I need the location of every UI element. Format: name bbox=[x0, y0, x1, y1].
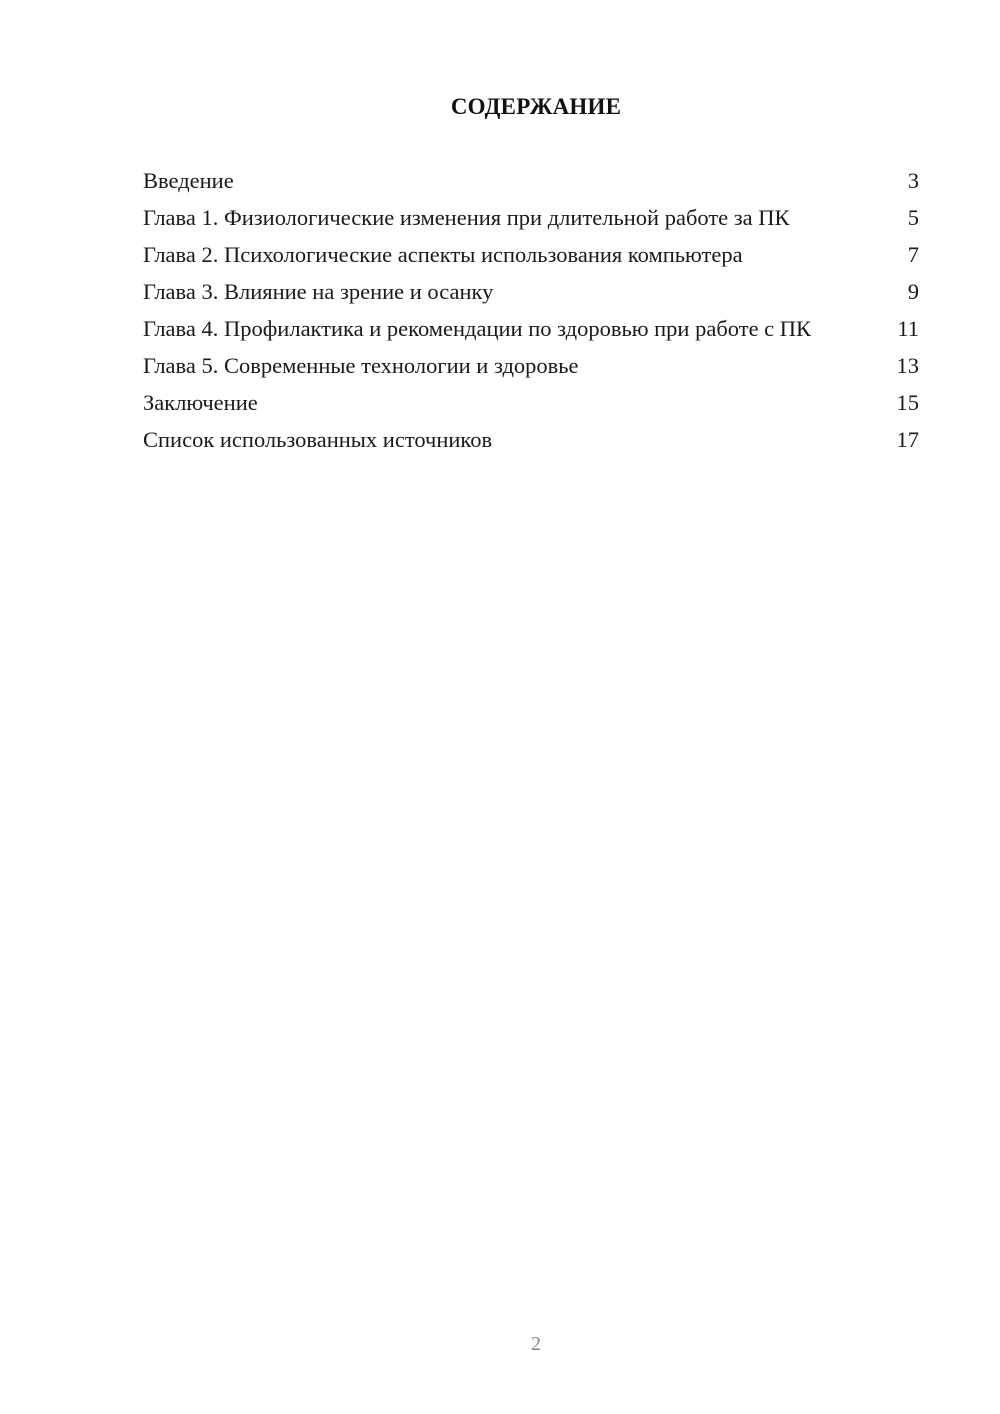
toc-entry-chapter-5[interactable] bbox=[143, 353, 919, 379]
toc-entry-chapter-3[interactable] bbox=[143, 279, 919, 305]
toc-entry-chapter-2[interactable] bbox=[143, 242, 919, 268]
toc-entry-introduction[interactable] bbox=[143, 168, 919, 194]
toc-entry-page: 7 bbox=[907, 242, 919, 267]
toc-entry-chapter-1[interactable] bbox=[143, 205, 919, 231]
toc-entry-title: Глава 2. Психологические аспекты использования компьютера bbox=[143, 242, 743, 267]
page-number: 2 bbox=[531, 1333, 541, 1355]
toc-entry-page: 13 bbox=[896, 353, 919, 378]
toc-entry-page: 3 bbox=[907, 168, 919, 193]
table-of-contents bbox=[143, 168, 919, 464]
toc-heading: СОДЕРЖАНИЕ bbox=[450, 94, 622, 119]
toc-entry-title: Список использованных источников bbox=[143, 427, 493, 452]
toc-entry-page: 9 bbox=[907, 279, 919, 304]
toc-entry-chapter-4[interactable] bbox=[143, 316, 919, 342]
toc-entry-conclusion[interactable] bbox=[143, 390, 919, 416]
toc-entry-references[interactable] bbox=[143, 427, 919, 453]
toc-entry-title: Заключение bbox=[143, 390, 258, 415]
toc-entry-title: Глава 1. Физиологические изменения при длительной работе за ПК bbox=[143, 205, 790, 230]
toc-entry-page: 11 bbox=[897, 316, 919, 341]
toc-entry-title: Глава 5. Современные технологии и здоровье bbox=[143, 353, 579, 378]
toc-entry-title: Введение bbox=[143, 168, 234, 193]
toc-entry-page: 15 bbox=[896, 390, 919, 415]
toc-entry-page: 17 bbox=[896, 427, 919, 452]
toc-entry-page: 5 bbox=[907, 205, 919, 230]
toc-entry-title: Глава 4. Профилактика и рекомендации по здоровью при работе с ПК bbox=[143, 316, 812, 341]
toc-entry-title: Глава 3. Влияние на зрение и осанку bbox=[143, 279, 494, 304]
